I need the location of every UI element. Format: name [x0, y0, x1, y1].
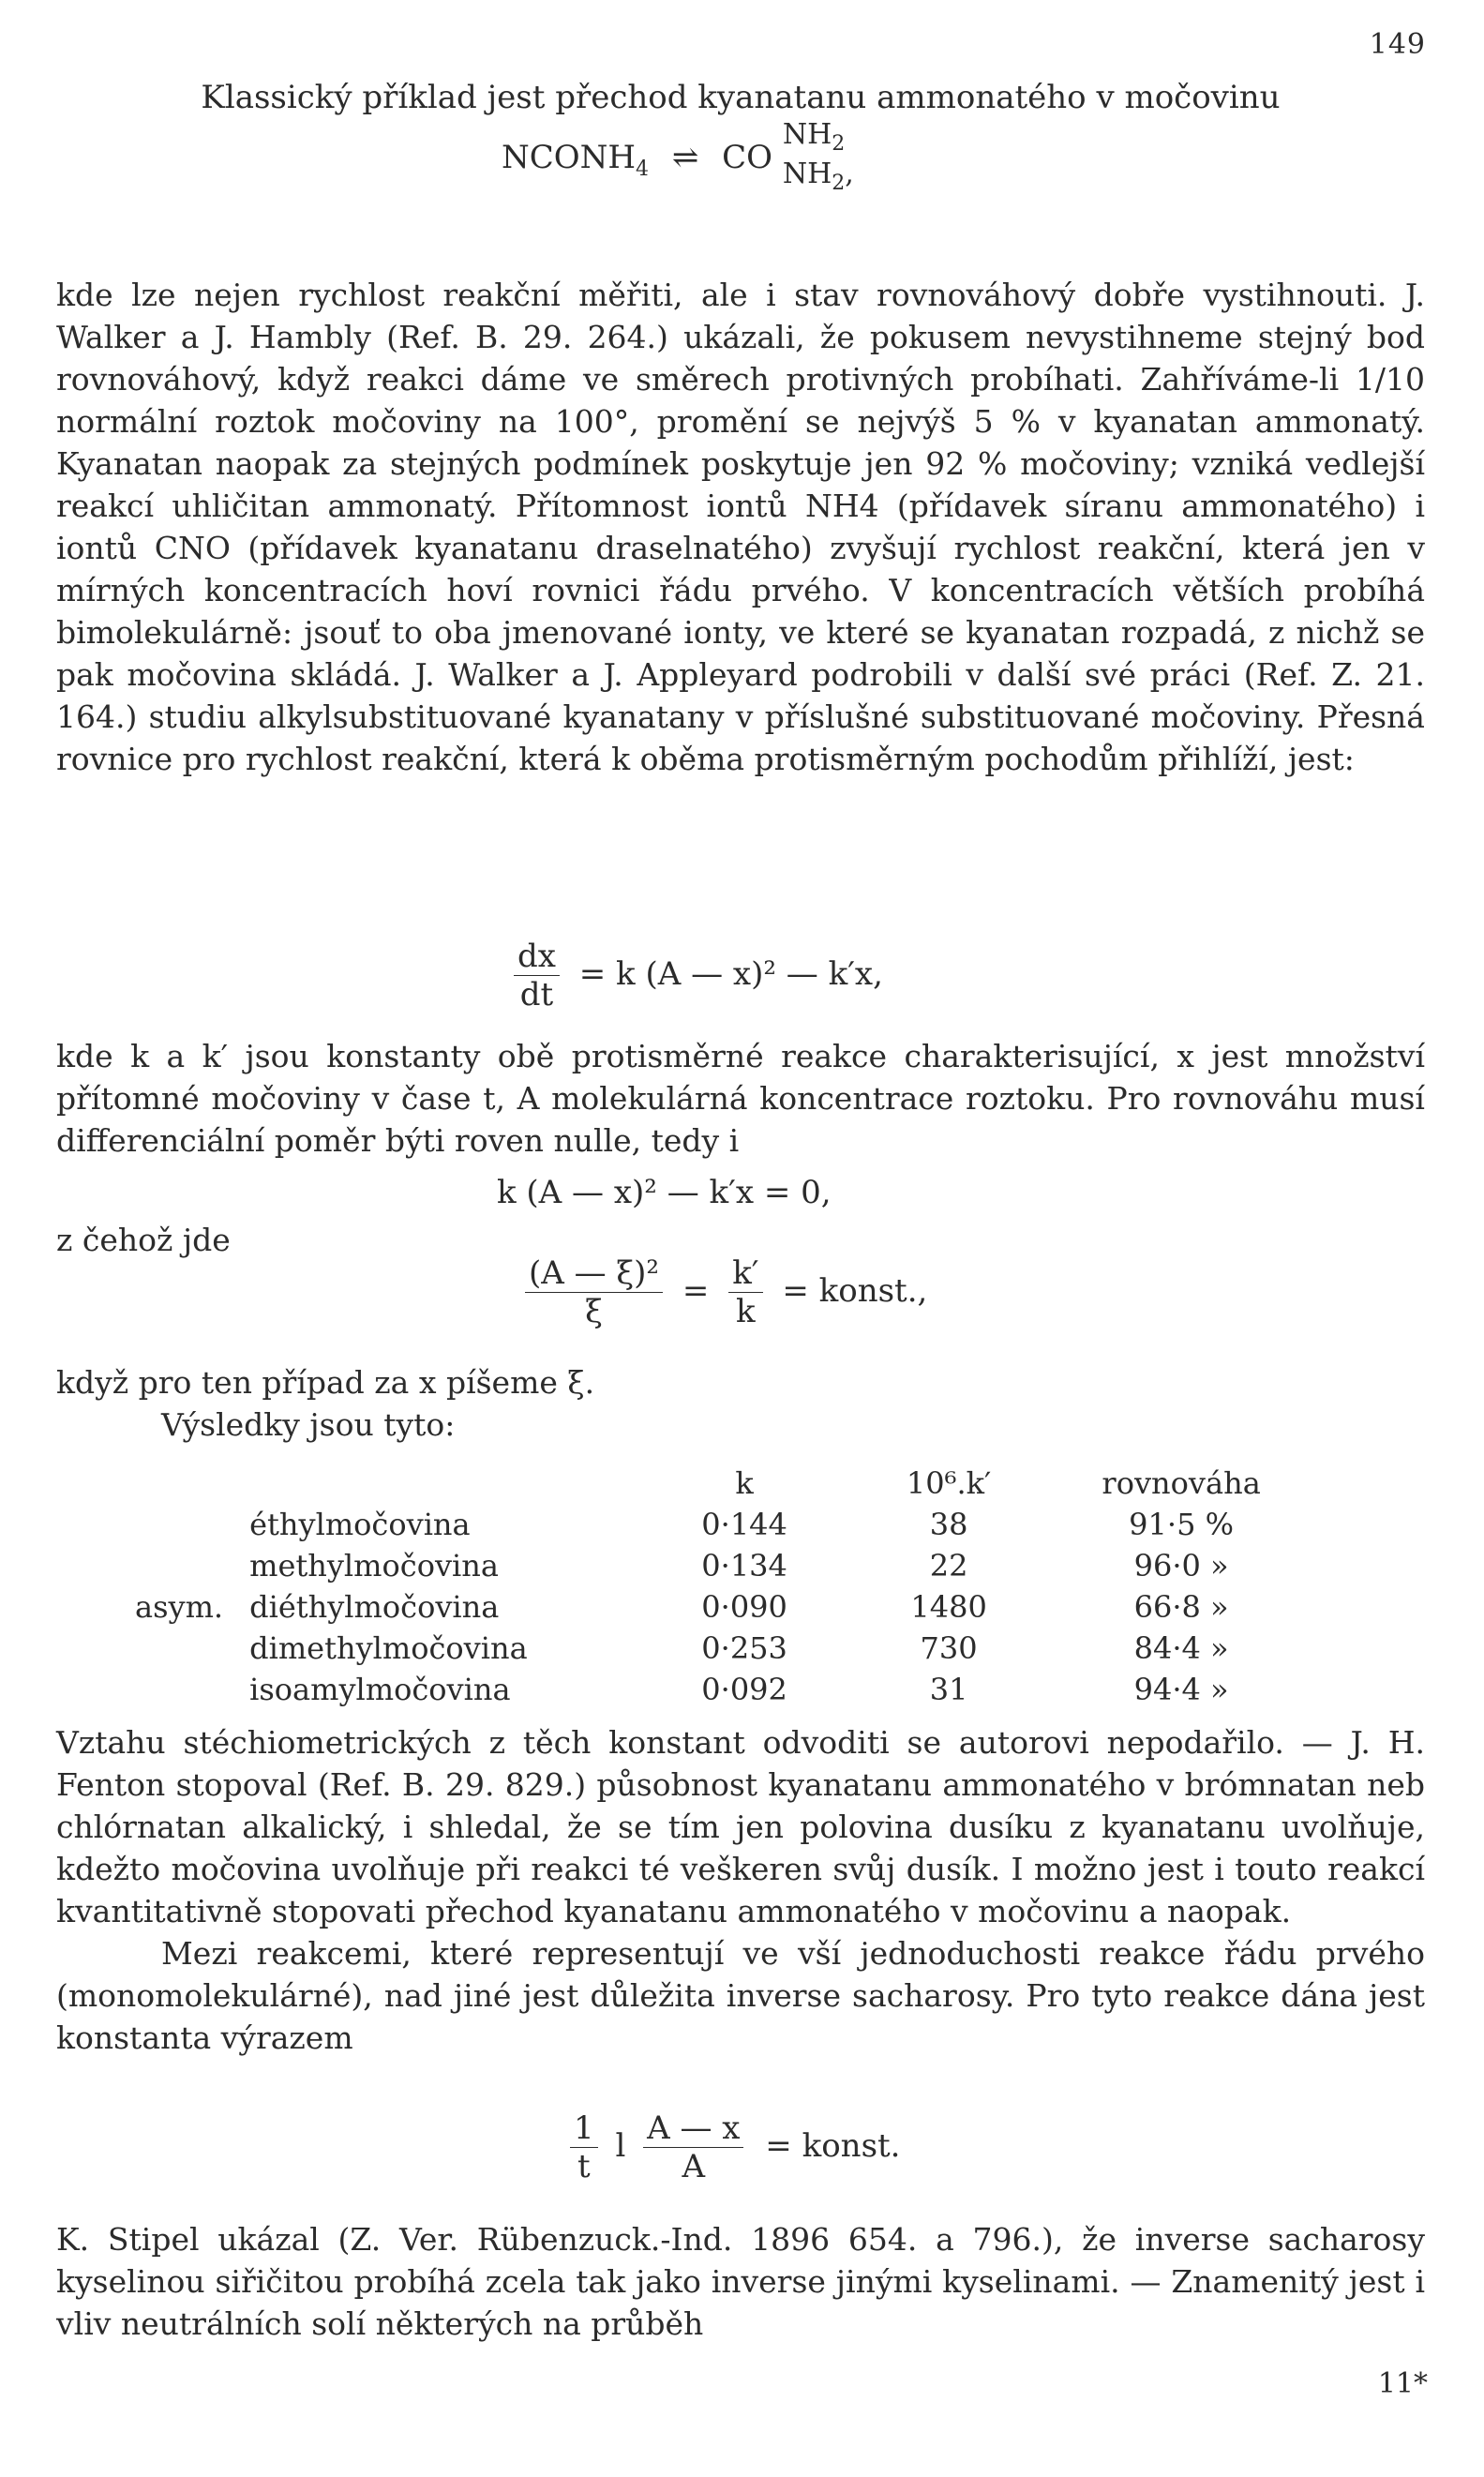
table-header-name [236, 1463, 647, 1504]
body-text-2: kde lze nejen rychlost reakční měřiti, ale i stav rovnováhový dobře vystihnouti. J. Walker a J. Hambly (Ref. B. 29. 264.) ukázali, že pokusem nevystihneme stejný bod rovnováhový, když reakci dáme ve směrech protivných probíhati. Zahříváme-li 1/10 normální roztok močoviny na 100°, promění se nejvýš 5 % v kyanatan ammonatý. Kyanatan naopak za stejných podmínek poskytuje jen 92 % močoviny; vzniká vedlejší reakcí uhličitan ammonatý. Přítomnost iontů NH4 (přídavek síranu ammonatého) i iontů CNO (přídavek kyanatanu draselnatého) zvyšují rychlost reakční, která jen v mírných koncentracích hoví rovnici řádu prvého. V koncentracích větších probíhá bimolekulárně: jsouť to oba jmenované ionty, ve které se kyanatan rozpadá, z nichž se pak močovina skládá. J. Walker a J. Appleyard podrobili v další své práci (Ref. Z. 21. 164.) studiu alkylsubstituované kyanatany v příslušné substituované močoviny. Přesná rovnice pro rychlost reakční, která k oběma protisměrným pochodům přihlíží, jest: [56, 277, 1425, 777]
equation-equilibrium: k (A — x)² — k′x = 0, [497, 1174, 832, 1211]
eq1-left-sub: 4 [636, 157, 650, 181]
table-header-k2: 10⁶.k′ [906, 1465, 992, 1501]
row-name: dimethylmočovina [249, 1630, 528, 1666]
eq1-nh2-group [783, 120, 854, 199]
table-row [122, 1669, 1307, 1710]
row-k: 0·090 [701, 1589, 787, 1625]
table-row [122, 1586, 1307, 1628]
eq5-denominator: A [682, 2148, 706, 2185]
table-header-equilibrium: rovnováha [1102, 1465, 1261, 1501]
eq4-k-denominator: k [736, 1293, 756, 1330]
row-equilibrium: 94·4 » [1133, 1672, 1229, 1707]
body-paragraph-7 [56, 1721, 1425, 2059]
eq2-rhs: = k (A — x)² — k′x, [578, 954, 883, 993]
eq4-tail: = konst., [782, 1271, 928, 1310]
body-text-8: Mezi reakcemi, které representují ve vší jednoduchosti reakce řádu prvého (monomolekulárné), nad jiné jest důležita inverse sacharosy. Pro tyto reakce dána jest konstanta výrazem [56, 1935, 1425, 2056]
row-prefix [122, 1628, 236, 1669]
body-text-5: když pro ten případ za x píšeme ξ. [56, 1364, 595, 1401]
body-text-9: K. Stipel ukázal (Z. Ver. Rübenzuck.-Ind. 1896 654. a 796.), že inverse sacharosy kyselinou siřičitou probíhá zcela tak jako inverse jinými kyselinami. — Znamenitý jest i vliv neutrálních solí některých na průběh [56, 2221, 1425, 2342]
signature-mark: 11* [1377, 2367, 1428, 2400]
equilibrium-arrow: ⇌ [671, 139, 699, 176]
fraction-dx-dt [514, 938, 560, 1013]
table-header-prefix [122, 1463, 236, 1504]
eq5-t: t [577, 2148, 591, 2185]
row-k2: 22 [929, 1548, 968, 1584]
row-k2: 38 [929, 1507, 968, 1542]
eq4-numerator: (A — ξ)² [525, 1254, 663, 1293]
row-k: 0·134 [701, 1548, 787, 1584]
equation-first-order [570, 2109, 900, 2185]
table-row [122, 1545, 1307, 1586]
page-number: 149 [1369, 28, 1426, 61]
fraction-a-x [643, 2109, 743, 2185]
row-equilibrium: 66·8 » [1133, 1589, 1229, 1625]
intro-text: Klassický příklad jest přechod kyanatanu ammonatého v močovinu [201, 79, 1281, 116]
row-k: 0·144 [701, 1507, 787, 1542]
eq1-nh2-bottom: NH [782, 158, 832, 190]
table-header-row [122, 1463, 1307, 1504]
row-prefix [122, 1669, 236, 1710]
eq1-right: CO [722, 139, 773, 176]
eq4-equals: = [682, 1271, 710, 1310]
eq5-tail: = konst. [765, 2126, 901, 2165]
eq5-log: l [615, 2126, 626, 2165]
row-k: 0·092 [701, 1672, 787, 1707]
table-row [122, 1504, 1307, 1545]
eq4-k-numerator: k′ [728, 1254, 762, 1293]
eq4-denominator: ξ [585, 1293, 603, 1330]
equation-urea [502, 120, 854, 199]
equation-constant [525, 1254, 927, 1330]
equation-rate [514, 938, 883, 1013]
body-text-7: Vztahu stéchiometrických z těch konstant odvoditi se autorovi nepodařilo. — J. H. Fenton stopoval (Ref. B. 29. 829.) působnost kyanatanu ammonatého v brómnatan neb chlórnatan alkalický, i shledal, že se tím jen polovina dusíku z kyanatanu uvolňuje, kdežto močovina uvolňuje při reakci té veškeren svůj dusík. I možno jest i touto reakcí kvantitativně stopovati přechod kyanatanu ammonatého v močovinu a naopak. [56, 1724, 1425, 1929]
eq2-denominator: dt [519, 976, 554, 1013]
table-header-k: k [735, 1465, 754, 1501]
fraction-k [728, 1254, 762, 1330]
row-name: éthylmočovina [249, 1507, 471, 1542]
body-paragraph-5 [56, 1361, 1425, 1446]
eq1-sub-bottom: 2 [832, 172, 846, 195]
body-text-4: z čehož jde [56, 1222, 231, 1258]
body-paragraph-2 [56, 274, 1425, 780]
row-prefix: asym. [135, 1589, 224, 1625]
fraction-a-xi [525, 1254, 663, 1330]
row-name: isoamylmočovina [249, 1672, 511, 1707]
eq1-left: NCONH [502, 139, 637, 176]
row-name: methylmočovina [249, 1548, 499, 1584]
row-prefix [122, 1504, 236, 1545]
row-k2: 31 [929, 1672, 968, 1707]
eq5-numerator: A — x [643, 2109, 743, 2148]
body-paragraph-3 [56, 1035, 1425, 1162]
row-equilibrium: 96·0 » [1133, 1548, 1229, 1584]
intro-paragraph [56, 77, 1425, 119]
row-k: 0·253 [701, 1630, 787, 1666]
body-text-3: kde k a k′ jsou konstanty obě protisměrné reakce charakterisující, x jest množství přítomné močoviny v čase t, A molekulárná koncentrace roztoku. Pro rovnováhu musí differenciální poměr býti roven nulle, tedy i [56, 1038, 1425, 1159]
row-name: diéthylmočovina [249, 1589, 500, 1625]
eq2-numerator: dx [514, 938, 560, 976]
row-equilibrium: 84·4 » [1133, 1630, 1229, 1666]
row-k2: 1480 [910, 1589, 987, 1625]
eq1-nh2-top: NH [782, 118, 832, 151]
row-k2: 730 [920, 1630, 978, 1666]
row-equilibrium: 91·5 % [1129, 1507, 1234, 1542]
body-text-6: Výsledky jsou tyto: [161, 1406, 456, 1443]
table-row [122, 1628, 1307, 1669]
fraction-1-t [570, 2109, 598, 2185]
eq1-comma: , [845, 158, 854, 190]
eq5-one: 1 [570, 2109, 598, 2148]
eq1-sub-top: 2 [832, 132, 846, 156]
results-table [122, 1463, 1307, 1710]
body-paragraph-9 [56, 2218, 1425, 2345]
row-prefix [122, 1545, 236, 1586]
